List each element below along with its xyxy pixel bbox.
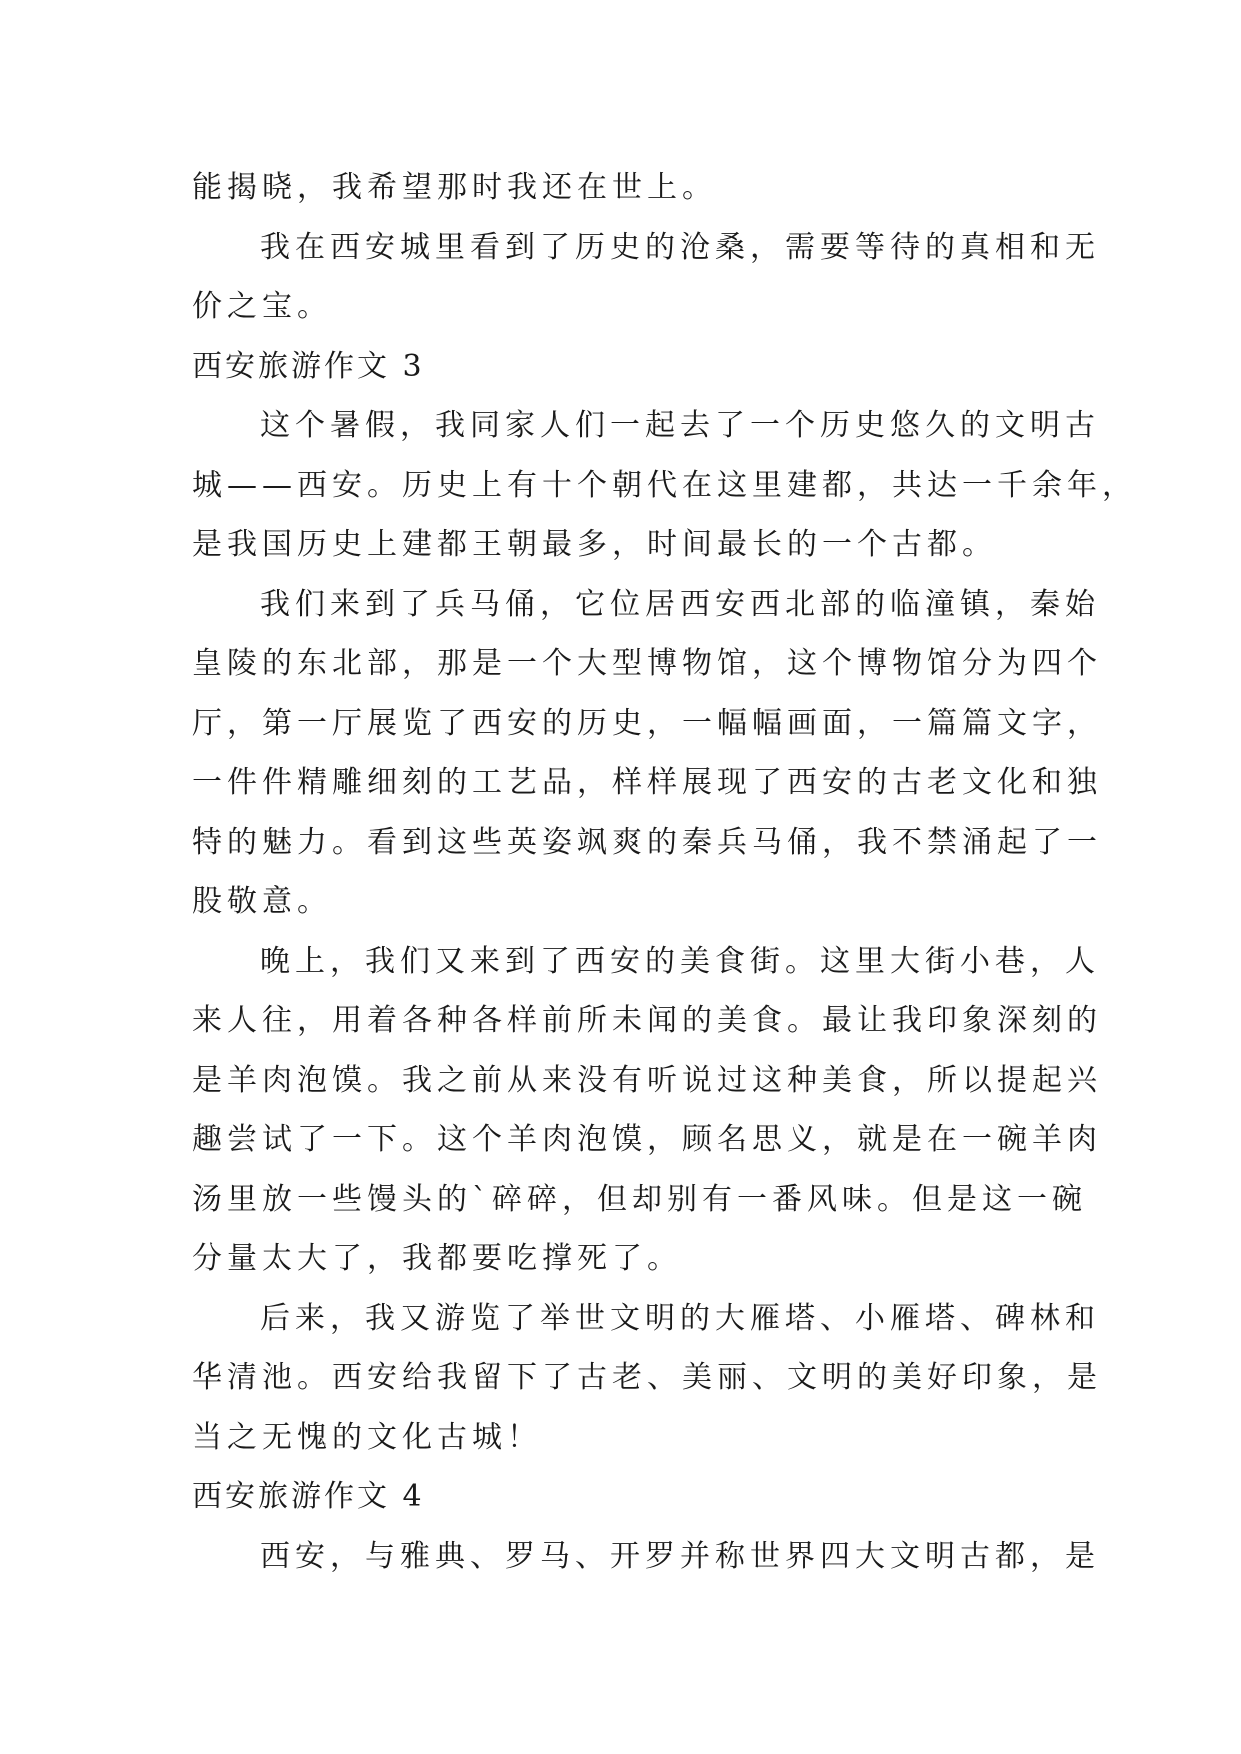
paragraph-start-line: 晚上，我们又来到了西安的美食街。这里大街小巷，人 — [260, 943, 1100, 979]
text-line: 是我国历史上建都王朝最多，时间最长的一个古都。 — [192, 527, 997, 562]
text-line: 分量太大了，我都要吃撑死了。 — [192, 1241, 682, 1276]
text-line: 城——西安。历史上有十个朝代在这里建都，共达一千余年， — [192, 467, 1137, 503]
document-body — [192, 158, 1137, 1586]
text-line: 厅，第一厅展览了西安的历史，一幅幅画面，一篇篇文字， — [192, 705, 1102, 741]
text-line: 特的魅力。看到这些英姿飒爽的秦兵马俑，我不禁涌起了一 — [192, 824, 1102, 860]
text-line: 来人往，用着各种各样前所未闻的美食。最让我印象深刻的 — [192, 1003, 1102, 1038]
text-line: 能揭晓，我希望那时我还在世上。 — [192, 170, 717, 205]
paragraph-start-line: 后来，我又游览了举世文明的大雁塔、小雁塔、碑林和 — [260, 1300, 1100, 1336]
text-line: 华清池。西安给我留下了古老、美丽、文明的美好印象，是 — [192, 1360, 1102, 1395]
paragraph-start-line: 我在西安城里看到了历史的沧桑，需要等待的真相和无 — [260, 229, 1100, 265]
text-line: 当之无愧的文化古城！ — [192, 1419, 542, 1455]
text-line: 一件件精雕细刻的工艺品，样样展现了西安的古老文化和独 — [192, 765, 1102, 800]
paragraph-start-line: 这个暑假，我同家人们一起去了一个历史悠久的文明古 — [260, 408, 1100, 443]
text-line: 皇陵的东北部，那是一个大型博物馆，这个博物馆分为四个 — [192, 646, 1102, 681]
text-line: 是羊肉泡馍。我之前从来没有听说过这种美食，所以提起兴 — [192, 1062, 1102, 1098]
text-line: 趣尝试了一下。这个羊肉泡馍，顾名思义，就是在一碗羊肉 — [192, 1122, 1102, 1157]
paragraph-start-line: 西安，与雅典、罗马、开罗并称世界四大文明古都，是 — [260, 1538, 1100, 1574]
text-line: 股敬意。 — [192, 884, 332, 919]
section-heading-3: 西安旅游作文 3 — [192, 348, 425, 384]
text-line: 汤里放一些馒头的`碎碎，但却别有一番风味。但是这一碗 — [192, 1181, 1087, 1217]
paragraph-start-line: 我们来到了兵马俑，它位居西安西北部的临潼镇，秦始 — [260, 586, 1100, 622]
text-line: 价之宝。 — [192, 289, 332, 324]
section-heading-4: 西安旅游作文 4 — [192, 1479, 425, 1514]
